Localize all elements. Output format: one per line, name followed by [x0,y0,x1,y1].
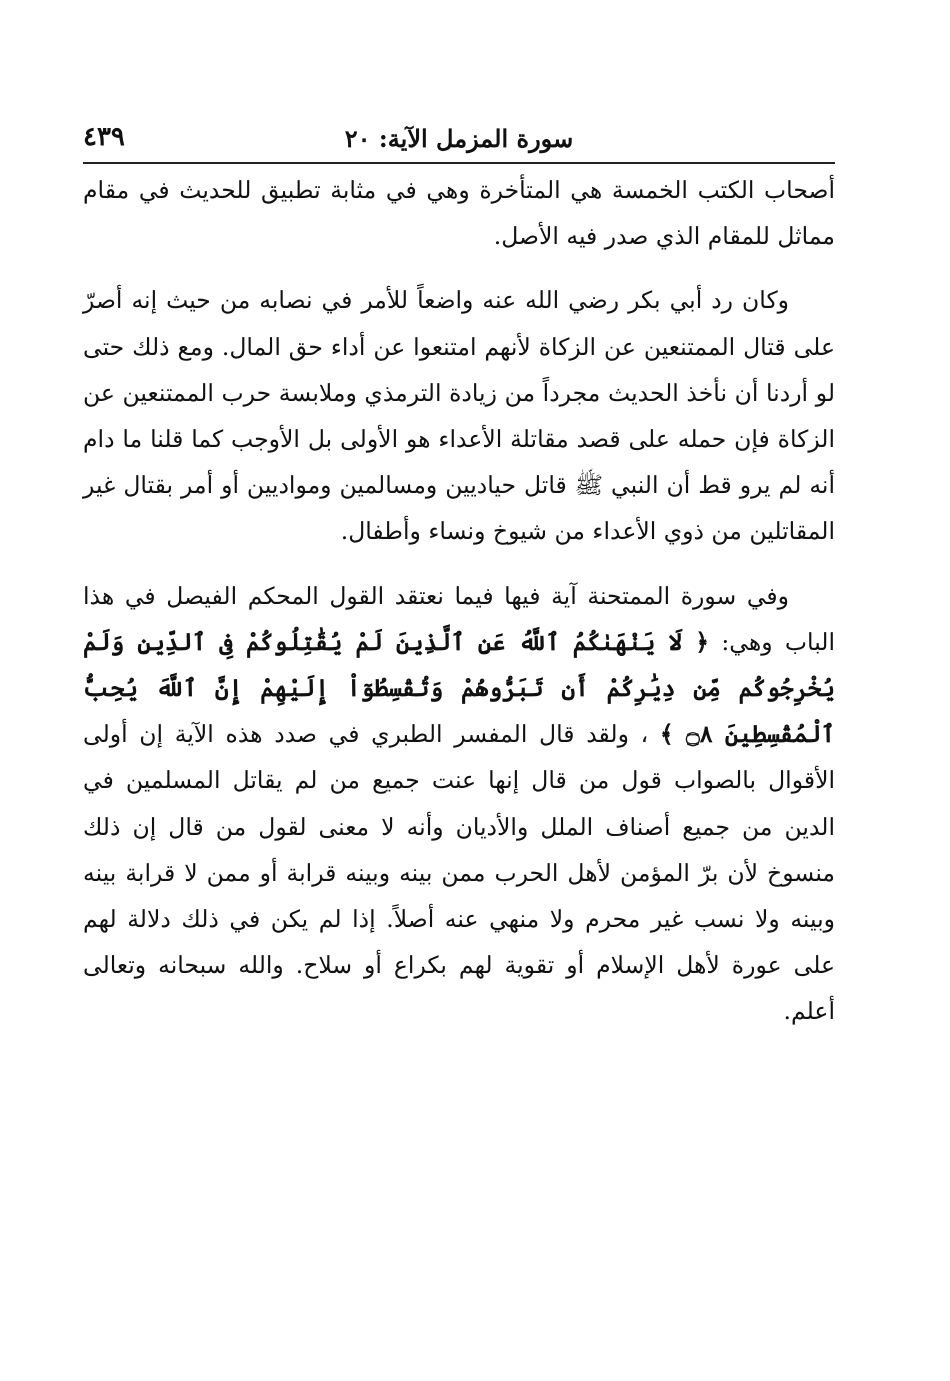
quran-verse: ﴿ لَا يَنْهَىٰكُمُ ٱللَّهُ عَنِ ٱلَّذِينَ لَمْ يُقَٰتِلُوكُمْ فِى ٱلدِّينِ وَلَمْ يُخْرِجُوكُم مِّن دِيَٰرِكُمْ أَن تَبَرُّوهُمْ وَتُقْسِطُوٓاْ إِلَيْهِمْ إِنَّ ٱللَّهَ يُحِبُّ ٱلْمُقْسِطِينَ ۝٨ ﴾ [83,627,835,749]
tabari-commentary-text: ، ولقد قال المفسر الطبري في صدد هذه الآية إن أولى الأقوال بالصواب قول من قال إنها عنت جميع من لم يقاتل المسلمين في الدين من جميع أصناف الملل والأديان وأنه لا معنى لقول من قال إن ذلك منسوخ لأن برّ المؤمن لأهل الحرب ممن بينه وبينه قرابة أو ممن لا قرابة بينه وبينه ولا نسب غير محرم ولا منهي عنه أصلاً. إذا لم يكن في ذلك دلالة لهم على عورة لأهل الإسلام أو تقوية لهم بكراع أو سلاح. والله سبحانه وتعالى أعلم. [83,720,835,1026]
paragraph-continuation: أصحاب الكتب الخمسة هي المتأخرة وهي في مثابة تطبيق للحديث في مقام مماثل للمقام الذي صدر فيه الأصل. [83,176,835,251]
page-number: ٤٣٩ [83,122,125,152]
paragraph-mumtahana [83,573,835,1035]
running-title: سورة المزمل الآية: ٢٠ [344,124,574,153]
paragraph-abu-bakr: وكان رد أبي بكر رضي الله عنه واضعاً للأمر في نصابه من حيث إنه أصرّ على قتال الممتنعين عن الزكاة لأنهم امتنعوا عن أداء حق المال. ومع ذلك حتى لو أردنا أن نأخذ الحديث مجرداً من زيادة الترمذي وملابسة حرب الممتنعين عن الزكاة فإن حمله على قصد مقاتلة الأعداء هو الأولى بل الأوجب كما قلنا ما دام أنه لم يرو قط أن النبي ﷺ قاتل حياديين ومسالمين ومواديين أو أمر بقتال غير المقاتلين من ذوي الأعداء من شيوخ ونساء وأطفال. [83,286,835,546]
header-divider [83,162,835,164]
page-body [83,167,835,1035]
verse-intro-text: وفي سورة الممتحنة آية فيها فيما نعتقد القول المحكم الفيصل في هذا الباب وهي: [83,581,835,656]
page-header [83,122,835,158]
